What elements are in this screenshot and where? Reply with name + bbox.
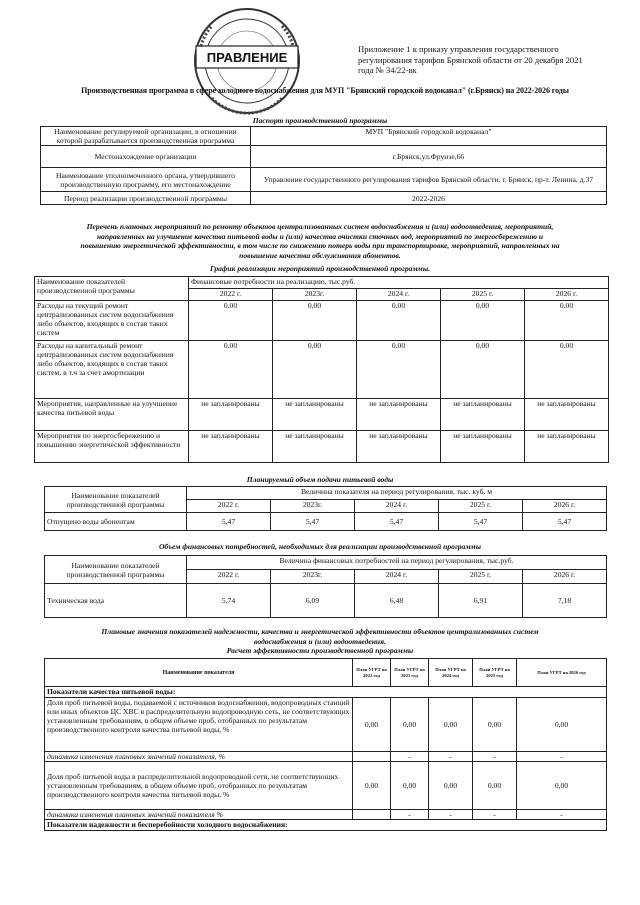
indicators-table [44, 658, 607, 831]
cell-value: не запланированы [189, 399, 273, 431]
cell-value [353, 752, 391, 762]
cell-value: не запланированы [525, 431, 609, 463]
cell-value: 0,00 [273, 341, 357, 399]
indicators-header-name: Наименование показателя [45, 659, 353, 687]
passport-table [40, 126, 607, 205]
section-row [45, 820, 607, 831]
cell-value: 0,00 [189, 301, 273, 341]
row-name: Техническая вода [45, 584, 187, 618]
section-row [45, 687, 607, 698]
appendix-line-3: года № 34/22-вк [358, 65, 417, 75]
year-header: 2023г. [271, 570, 355, 584]
year-header: 2026 г. [523, 570, 607, 584]
passport-row [41, 127, 607, 146]
cell-value: 6,91 [439, 584, 523, 618]
indicators-subcaption: Расчет эффективности производственной программы [226, 646, 414, 655]
dynamics-name: динамика изменения плановых значений показателя % [45, 810, 353, 820]
passport-row [41, 146, 607, 168]
cell-value: не запланированы [357, 399, 441, 431]
table-row [45, 762, 607, 810]
year-header: 2026 г. [525, 289, 609, 301]
cell-value: 0,00 [391, 698, 429, 752]
plan-header: План УГРТ на 2022 год [353, 659, 391, 687]
passport-row [41, 192, 607, 205]
measures-caption [0, 222, 640, 260]
year-header: 2022 г. [189, 289, 273, 301]
cell-value: 6,48 [355, 584, 439, 618]
cell-value: - [473, 752, 517, 762]
stamp-word: ПРАВЛЕНИЕ [206, 50, 288, 65]
cell-value: 0,00 [429, 698, 473, 752]
section-quality: Показатели качества питьевой воды: [45, 687, 607, 698]
finance-caption: Объем финансовых потребностей, необходимых для реализации производственной программы [158, 542, 482, 551]
table-row [45, 752, 607, 762]
year-header: 2023г. [273, 289, 357, 301]
year-header: 2024 г. [357, 289, 441, 301]
passport-label: Период реализации производственной программы [41, 192, 251, 205]
measures-caption-line: повышению энергетической эффективности, в том числе по снижению потерь воды при транспортировке, мероприятий, направленных на [80, 241, 560, 250]
row-name: Доля проб питьевой воды, подаваемой с источников водоснабжения, водопроводных станций или иных объектов ЦС ХВС в распределительную водопроводную сеть, не соответствующих установленным требованиям, в общем объеме проб, отобранных по результатам производственного контроля качества питьевой воды, % [45, 698, 353, 752]
measures-caption-line: повышение качества обслуживания абонентов. [239, 250, 401, 260]
cell-value: 0,00 [273, 301, 357, 341]
cell-value: не запланированы [357, 431, 441, 463]
section-reliability: Показатели надежности и бесперебойности холодного водоснабжения: [45, 820, 607, 831]
document-title: Производственная программа в сфере холодного водоснабжения для МУП "Брянский городской водоканал" (г.Брянск) на 2022-2026 годы [81, 86, 569, 95]
passport-value: г.Брянск,ул.Фрунзе,66 [251, 146, 607, 168]
cell-value: 6,09 [271, 584, 355, 618]
cell-value: 0,00 [391, 762, 429, 810]
cell-value: - [429, 810, 473, 820]
appendix-line-2: регулирования тарифов Брянской области от 20 декабря 2021 [358, 54, 583, 65]
year-header: 2026 г. [523, 500, 607, 513]
cell-value: - [473, 810, 517, 820]
finance-header-group: Величина финансовых потребностей на период регулирования, тыс.руб. [187, 556, 607, 570]
plan-header: План УГРТ на 2025 год [473, 659, 517, 687]
cell-value: 5,47 [523, 513, 607, 531]
plan-header: План УГРТ на 2024 год [429, 659, 473, 687]
cell-value: 5,74 [187, 584, 271, 618]
measures-table [34, 276, 609, 463]
passport-value: МУП "Брянский городской водоканал" [251, 127, 607, 146]
passport-caption: Паспорт производственной программы [252, 116, 388, 125]
year-header: 2022 г. [187, 500, 271, 513]
table-row [35, 301, 609, 341]
cell-value: не запланированы [441, 399, 525, 431]
appendix-note [358, 44, 608, 76]
row-name: Мероприятия, направленные на улучшение качества питьевой воды [35, 399, 189, 431]
cell-value: 0,00 [517, 762, 607, 810]
year-header: 2025 г. [439, 570, 523, 584]
measures-header-group: Финансовые потребности на реализацию, тыс.руб. [189, 277, 609, 289]
supply-header-group: Величина показателя на период регулирования, тыс. куб. м [187, 487, 607, 500]
row-name: Отпущено воды абонентам [45, 513, 187, 531]
cell-value: 0,00 [353, 698, 391, 752]
cell-value: 0,00 [357, 301, 441, 341]
cell-value: 0,00 [517, 698, 607, 752]
dynamics-name: динамика изменения плановых значений показателя, % [45, 752, 353, 762]
finance-table [44, 555, 607, 618]
cell-value: 5,47 [271, 513, 355, 531]
cell-value [353, 810, 391, 820]
passport-label: Наименование уполномоченного органа, утвердившего производственную программу, его местонахождение [41, 168, 251, 192]
cell-value: 5,47 [187, 513, 271, 531]
cell-value: 0,00 [441, 341, 525, 399]
year-header: 2024 г. [355, 500, 439, 513]
cell-value: - [391, 752, 429, 762]
year-header: 2025 г. [441, 289, 525, 301]
cell-value: - [429, 752, 473, 762]
passport-value: Управление государственного регулирования тарифов Брянской области, г. Брянск, пр-т. Ленина, д.37 [251, 168, 607, 192]
plan-header: План УГРТ на 2023 год [391, 659, 429, 687]
cell-value: 0,00 [473, 762, 517, 810]
table-row [45, 810, 607, 820]
table-row [45, 584, 607, 618]
table-row [35, 431, 609, 463]
passport-label: Наименование регулируемой организации, в отношении которой разрабатывается производственная программа [41, 127, 251, 146]
cell-value: 0,00 [525, 341, 609, 399]
cell-value: не запланированы [525, 399, 609, 431]
supply-table [44, 486, 607, 531]
passport-value: 2022-2026 [251, 192, 607, 205]
measures-caption-line: направленных на улучшение качества питьевой воды и (или) качества очистки сточных вод, мероприятий по энергосбережению и [96, 231, 544, 241]
cell-value: не запланированы [273, 431, 357, 463]
cell-value: 5,47 [439, 513, 523, 531]
cell-value: 5,47 [355, 513, 439, 531]
table-row [35, 399, 609, 431]
plan-header: План УГРТ на 2026 год [517, 659, 607, 687]
cell-value: не запланированы [441, 431, 525, 463]
cell-value: 7,18 [523, 584, 607, 618]
cell-value: 0,00 [429, 762, 473, 810]
cell-value: - [517, 752, 607, 762]
indicators-caption-line: Плановые значения показателей надежности, качества и энергетической эффективности объектов централизованных систем [101, 627, 539, 636]
measures-caption-line: Перечень плановых мероприятий по ремонту объектов централизованных систем водоснабжения и (или) водоотведения, мероприятий, [86, 222, 554, 231]
year-header: 2025 г. [439, 500, 523, 513]
indicators-caption [0, 627, 640, 646]
row-name: Расходы на капитальный ремонт централизованных систем водоснабжения либо объектов, входящих в состав таких систем, в т.ч за счет амортизации [35, 341, 189, 399]
finance-header-name: Наименование показателей производственной программы [45, 556, 187, 584]
indicators-caption-line: водоснабжения и (или) водоотведения. [254, 636, 386, 646]
passport-label: Местонахождение организации [41, 146, 251, 168]
cell-value: 0,00 [357, 341, 441, 399]
cell-value: 0,00 [353, 762, 391, 810]
measures-subcaption: График реализации мероприятий производственной программы. [209, 264, 431, 273]
table-row [45, 698, 607, 752]
year-header: 2022 г. [187, 570, 271, 584]
supply-caption: Планируемый объем подачи питьевой воды [246, 475, 394, 484]
passport-row [41, 168, 607, 192]
measures-header-name: Наименование показателей производственной программы [35, 277, 189, 301]
cell-value: 0,00 [441, 301, 525, 341]
row-name: Доля проб питьевой воды в распределительной водопроводной сети, не соответствующих установленным требованиям, в общем объеме проб, отобранных по результатам производственного контроля качества питьевой воды, % [45, 762, 353, 810]
cell-value: не запланированы [189, 431, 273, 463]
supply-header-name: Наименование показателей производственной программы [45, 487, 187, 513]
cell-value: 0,00 [525, 301, 609, 341]
official-stamp [192, 6, 302, 116]
row-name: Расходы на текущий ремонт централизованных систем водоснабжения либо объектов, входящих в состав таких систем [35, 301, 189, 341]
cell-value: не запланированы [273, 399, 357, 431]
year-header: 2023г. [271, 500, 355, 513]
cell-value: - [517, 810, 607, 820]
cell-value: 0,00 [189, 341, 273, 399]
table-row [45, 513, 607, 531]
row-name: Мероприятия по энергосбережению и повышению энергетической эффективности [35, 431, 189, 463]
appendix-line-1: Приложение 1 к приказу управления государственного [358, 44, 559, 54]
cell-value: 0,00 [473, 698, 517, 752]
year-header: 2024 г. [355, 570, 439, 584]
cell-value: - [391, 810, 429, 820]
table-row [35, 341, 609, 399]
